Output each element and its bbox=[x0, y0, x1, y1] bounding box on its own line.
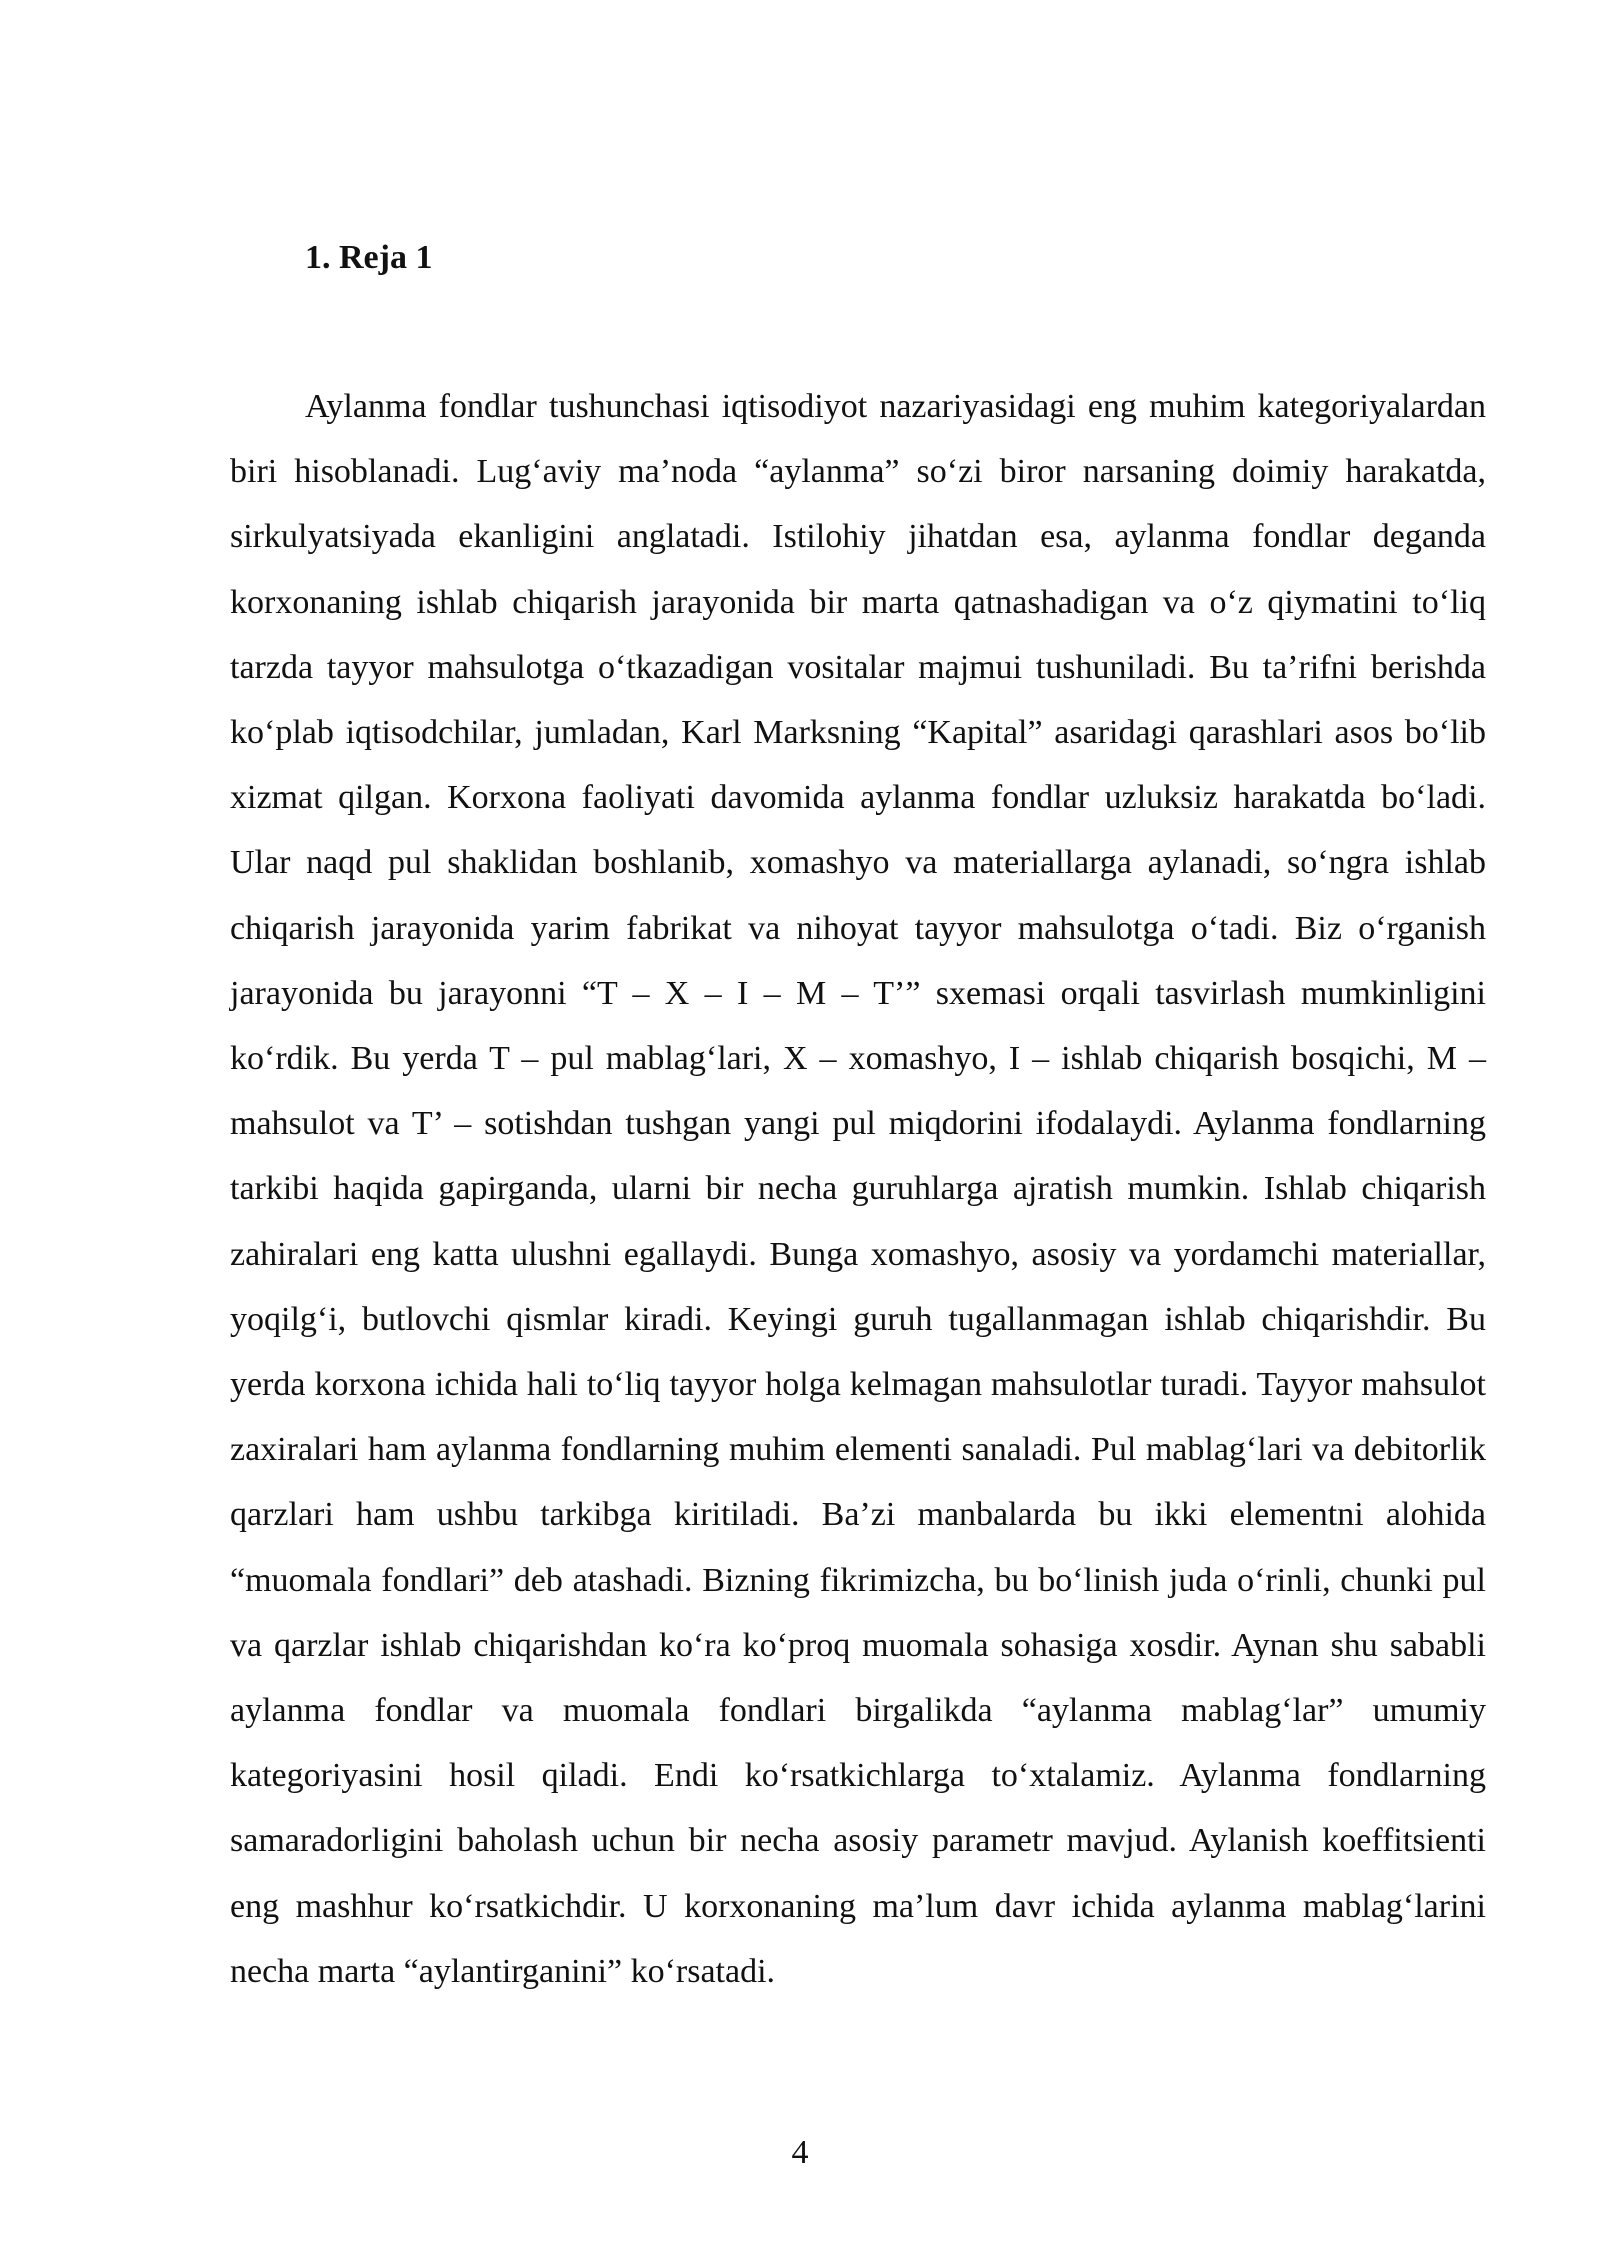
section-heading: 1. Reja 1 bbox=[305, 239, 433, 276]
page-number: 4 bbox=[791, 2134, 809, 2171]
body-paragraph: Aylanma fondlar tushunchasi iqtisodiyot nazariyasidagi eng muhim kategoriyalardan biri hisoblanadi. Lug‘aviy ma’noda “aylanma” so‘zi biror narsaning doimiy harakatda, sirkulyatsiyada ekanligini anglatadi. Istilohiy jihatdan esa, aylanma fondlar deganda korxonaning ishlab chiqarish jarayonida bir marta qatnashadigan va o‘z qiymatini to‘liq tarzda tayyor mahsulotga o‘tkazadigan vositalar majmui tushuniladi. Bu ta’rifni berishda ko‘plab iqtisodchilar, jumladan, Karl Marksning “Kapital” asaridagi qarashlari asos bo‘lib xizmat qilgan. Korxona faoliyati davomida aylanma fondlar uzluksiz harakatda bo‘ladi. Ular naqd pul shaklidan boshlanib, xomashyo va materiallarga aylanadi, so‘ngra ishlab chiqarish jarayonida yarim fabrikat va nihoyat tayyor mahsulotga o‘tadi. Biz o‘rganish jarayonida bu jarayonni “T – X – I – M – T’” sxemasi orqali tasvirlash mumkinligini ko‘rdik. Bu yerda T – pul mablag‘lari, X – xomashyo, I – ishlab chiqarish bosqichi, M – mahsulot va T’ – sotishdan tushgan yangi pul miqdorini ifodalaydi. Aylanma fondlarning tarkibi haqida gapirganda, ularni bir necha guruhlarga ajratish mumkin. Ishlab chiqarish zahiralari eng katta ulushni egallaydi. Bunga xomashyo, asosiy va yordamchi materiallar, yoqilg‘i, butlovchi qismlar kiradi. Keyingi guruh tugallanmagan ishlab chiqarishdir. Bu yerda korxona ichida hali to‘liq tayyor holga kelmagan mahsulotlar turadi. Tayyor mahsulot zaxiralari ham aylanma fondlarning muhim elementi sanaladi. Pul mablag‘lari va debitorlik qarzlari ham ushbu tarkibga kiritiladi. Ba’zi manbalarda bu ikki elementni alohida “muomala fondlari” deb atashadi. Bizning fikrimizcha, bu bo‘linish juda o‘rinli, chunki pul va qarzlar ishlab chiqarishdan ko‘ra ko‘proq muomala sohasiga xosdir. Aynan shu sababli aylanma fondlar va muomala fondlari birgalikda “aylanma mablag‘lar” umumiy kategoriyasini hosil qiladi. Endi ko‘rsatkichlarga to‘xtalamiz. Aylanma fondlarning samaradorligini baholash uchun bir necha asosiy parametr mavjud. Aylanish koeffitsienti eng mashhur ko‘rsatkichdir. U korxonaning ma’lum davr ichida aylanma mablag‘larini necha marta “aylantirganini” ko‘rsatadi. bbox=[230, 388, 1486, 1990]
